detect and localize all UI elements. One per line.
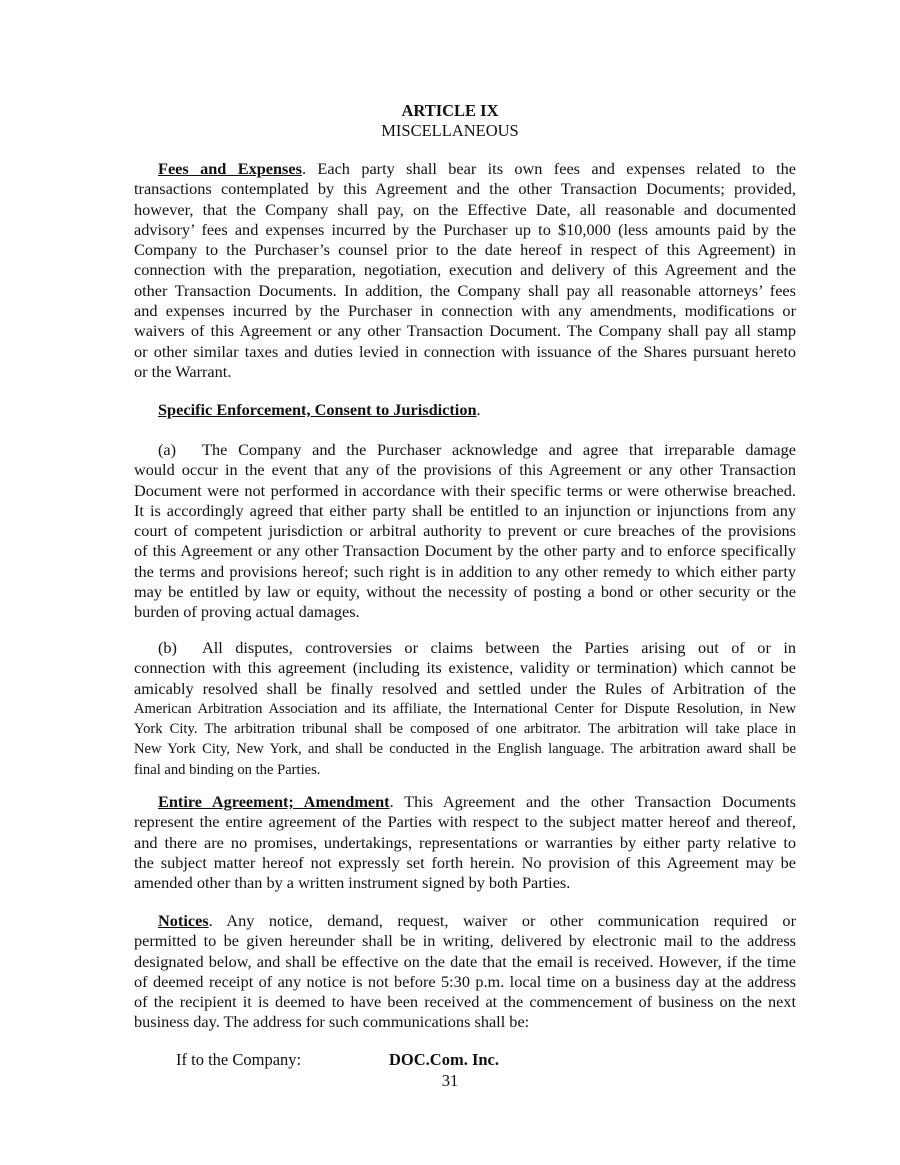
section-fees-and-expenses: Fees and Expenses. Each party shall bear its own fees and expenses related to the transactions contemplated by this Agreement and the other Transaction Documents; provided, however, that the Company shall pay, on the Effective Date, all reasonable and documented advisory’ fees and expenses incurred by the Purchaser up to $10,000 (less amounts paid by the Company to the Purchaser’s counsel prior to the date hereof in respect of this Agreement) in connection with the preparation, negotiation, execution and delivery of this Agreement and the other Transaction Documents. In addition, the Company shall pay all reasonable attorneys’ fees and expenses incurred by the Purchaser in connection with any amendments, modifications or waivers of this Agreement or any other Transaction Document. The Company shall pay all stamp or other similar taxes and duties levied in connection with issuance of the Shares pursuant hereto or the Warrant. [134,159,796,381]
subsection-a: (a) The Company and the Purchaser acknowledge and agree that irreparable damage would occur in the event that any of the provisions of this Agreement or any other Transaction Document were not performed in accordance with their specific terms or were otherwise breached. It is accordingly agreed that either party shall be entitled to an injunction or injunctions from any court of competent jurisdiction or arbitral authority to prevent or cure breaches of the provisions of this Agreement or any other Transaction Document by the other party and to enforce specifically the terms and provisions hereof; such right is in addition to any other remedy to which either party may be entitled by law or equity, without the necessity of posting a bond or other security or the burden of proving actual damages. [134,440,796,622]
subsection-label-a: (a) [158,440,177,459]
subsection-label-b: (b) [158,638,177,657]
section-heading-notices: Notices [158,911,209,930]
article-title: MISCELLANEOUS [381,121,519,140]
section-heading-fees: Fees and Expenses [158,159,302,178]
company-name: DOC.Com. Inc. [389,1050,499,1069]
section-entire-agreement: Entire Agreement; Amendment. This Agreement and the other Transaction Documents represent the entire agreement of the Parties with respect to the subject matter hereof and thereof, and there are no promises, undertakings, representations or warranties by either party relative to the subject matter hereof not expressly set forth herein. No provision of this Agreement may be amended other than by a written instrument signed by both Parties. [134,792,796,893]
subsection-b: (b) All disputes, controversies or claims between the Parties arising out of or in connection with this agreement (including its existence, validity or termination) which cannot be amicably resolved shall be finally resolved and settled under the Rules of Arbitration of the American Arbitration Association and its affiliate, the International Center for Dispute Resolution, in New York City. The arbitration tribunal shall be composed of one arbitrator. The arbitration will take place in New York City, New York, and shall be conducted in the English language. The arbitration award shall be final and binding on the Parties. [134,638,796,778]
section-specific-enforcement: Specific Enforcement, Consent to Jurisdiction. [158,400,481,419]
section-notices: Notices. Any notice, demand, request, waiver or other communication required or permitted to be given hereunder shall be in writing, delivered by electronic mail to the address designated below, and shall be effective on the date that the email is received. However, if the time of deemed receipt of any notice is not before 5:30 p.m. local time on a business day at the address of the recipient it is deemed to have been received at the commencement of business on the next business day. The address for such communications shall be: [134,911,796,1032]
section-heading-enforcement: Specific Enforcement, Consent to Jurisdiction [158,400,477,419]
address-label: If to the Company: [176,1050,302,1069]
page-number: 31 [441,1071,459,1090]
article-number: ARTICLE IX [401,101,499,120]
section-heading-entire: Entire Agreement; Amendment [158,792,390,811]
